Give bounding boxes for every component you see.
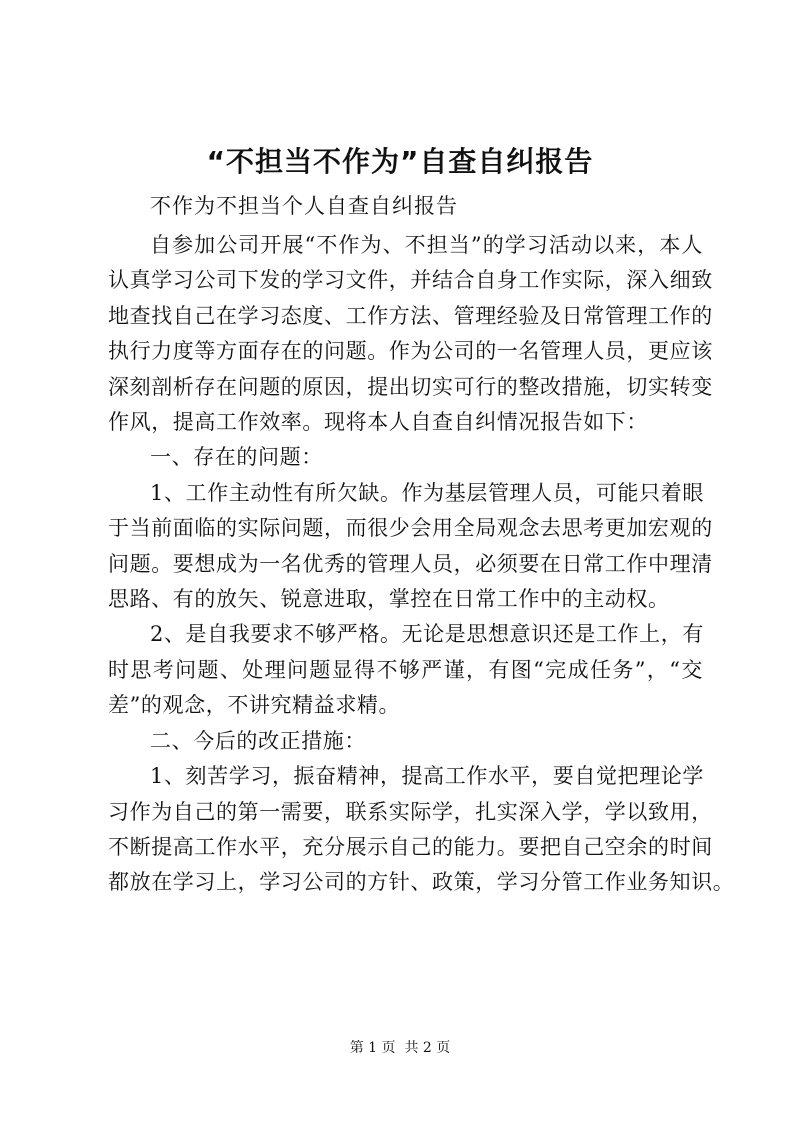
text-line: 一、存在的问题：: [150, 445, 323, 470]
text-line: 差”的观念，不讲究精益求精。: [108, 693, 401, 718]
document-subtitle: 不作为不担当个人自查自纠报告: [150, 194, 458, 218]
text-line: 1、刻苦学习，振奋精神，提高工作水平，要自觉把理论学: [150, 764, 704, 789]
text-line: 于当前面临的实际问题，而很少会用全局观念去思考更加宏观的: [108, 516, 713, 541]
text-line: 不断提高工作水平，充分展示自己的能力。要把自己空余的时间: [108, 834, 713, 859]
text-line: 时思考问题、处理问题显得不够严谨，有图“完成任务”，“交: [108, 657, 703, 682]
text-line: 都放在学习上，学习公司的方针、政策，学习分管工作业务知识。: [108, 870, 735, 895]
text-line: 深刻剖析存在问题的原因，提出切实可行的整改措施，切实转变: [108, 374, 713, 399]
text-line: 2、是自我要求不够严格。无论是思想意识还是工作上，有: [150, 622, 704, 647]
paragraph-problem-2: [108, 617, 703, 723]
page-number-label: 第 1 页 共 2 页: [349, 1040, 451, 1056]
page-footer: [0, 1038, 800, 1058]
text-line: 思路、有的放矢、锐意进取，掌控在日常工作中的主动权。: [108, 587, 670, 612]
text-line: 习作为自己的第一需要，联系实际学，扎实深入学，学以致用，: [108, 799, 713, 824]
paragraph-intro: [108, 228, 713, 440]
document-body: [108, 228, 735, 901]
text-line: 作风，提高工作效率。现将本人自查自纠情况报告如下：: [108, 410, 648, 435]
text-line: 自参加公司开展“不作为、不担当”的学习活动以来，本人: [150, 233, 703, 257]
paragraph-measure-1: [108, 759, 735, 901]
text-line: 问题。要想成为一名优秀的管理人员，必须要在日常工作中理清: [108, 551, 713, 576]
text-line: 执行力度等方面存在的问题。作为公司的一名管理人员，更应该: [108, 339, 713, 364]
document-title: “不担当不作为”自查自纠报告: [206, 145, 594, 178]
text-line: 二、今后的改正措施：: [150, 728, 366, 753]
text-line: 1、工作主动性有所欠缺。作为基层管理人员，可能只着眼: [150, 480, 704, 505]
paragraph-problem-1: [108, 476, 713, 618]
section-heading-measures: [108, 724, 703, 759]
text-line: 地查找自己在学习态度、工作方法、管理经验及日常管理工作的: [108, 303, 713, 328]
section-heading-problems: [108, 440, 703, 475]
text-line: 认真学习公司下发的学习文件，并结合自身工作实际，深入细致: [108, 268, 713, 293]
